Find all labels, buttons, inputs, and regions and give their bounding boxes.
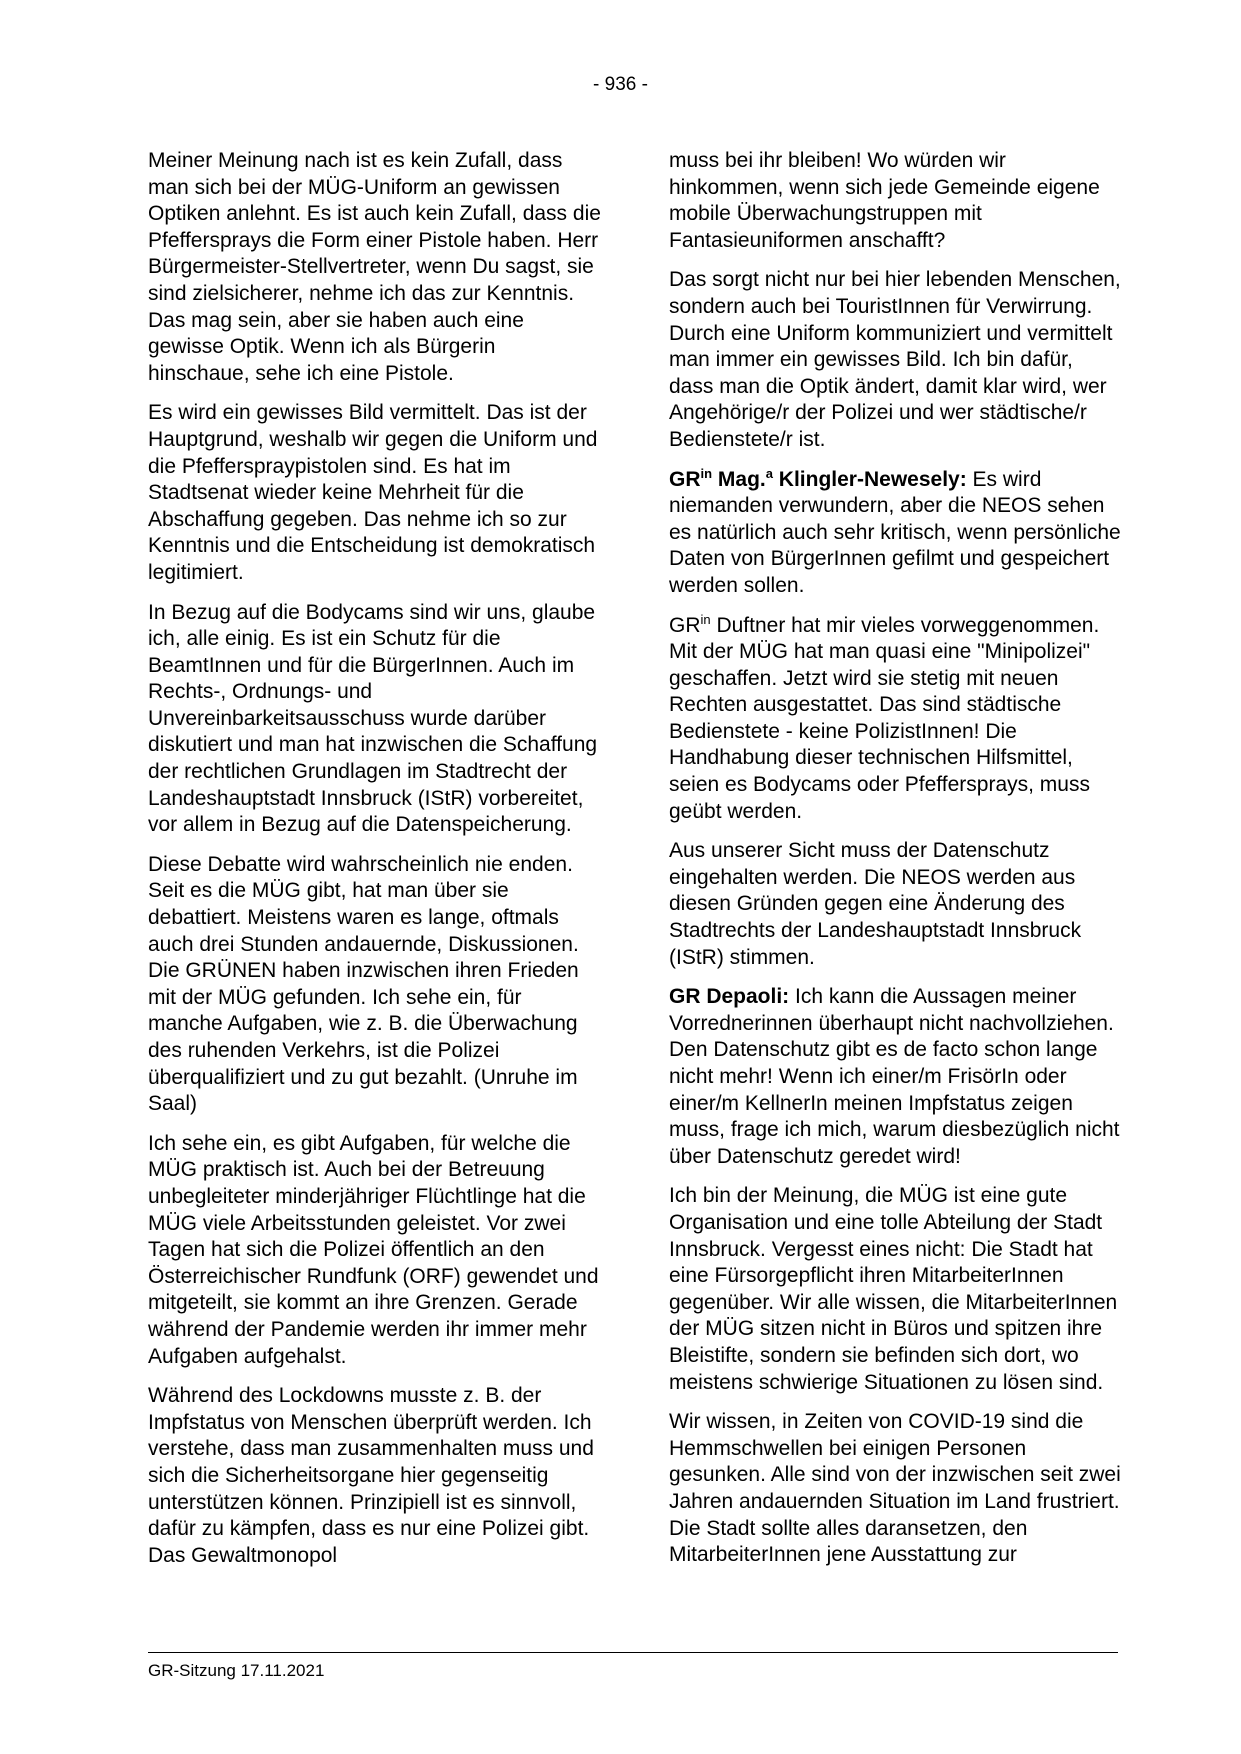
footer-divider bbox=[148, 1652, 1118, 1653]
speaker-name: GR Depaoli: bbox=[669, 985, 790, 1009]
speaker-title: GR bbox=[669, 467, 701, 491]
speech-klingler-newesely bbox=[669, 467, 1123, 600]
paragraph: muss bei ihr bleiben! Wo würden wir hinkommen, wenn sich jede Gemeinde eigene mobile Überwachungstruppen mit Fantasieuniformen anschafft? bbox=[669, 149, 1100, 252]
title-abbreviation: GR bbox=[669, 613, 701, 637]
paragraph: Es wird ein gewisses Bild vermittelt. Das ist der Hauptgrund, weshalb wir gegen die Uniform und die Pfefferspraypistolen sind. Es hat im Stadtsenat wieder keine Mehrheit für die Abschaffung gegeben. Das nehme ich so zur Kenntnis und die Entscheidung ist demokratisch legitimiert. bbox=[148, 401, 598, 584]
page-number: - 936 - bbox=[593, 74, 648, 95]
speech-text: Es wird niemanden verwundern, aber die NEOS sehen es natürlich auch sehr kritisch, wenn persönliche Daten von BürgerInnen gefilmt und gespeichert werden sollen. bbox=[669, 467, 1121, 597]
left-column bbox=[148, 148, 602, 1582]
paragraph bbox=[669, 613, 1123, 826]
speaker-degree-superscript: a bbox=[765, 465, 773, 481]
paragraph: Das sorgt nicht nur bei hier lebenden Menschen, sondern auch bei TouristInnen für Verwirrung. Durch eine Uniform kommuniziert und vermittelt man immer ein gewisses Bild. Ich bin dafür, dass man die Optik ändert, damit klar wird, wer Angehörige/r der Polizei und wer städtische/r Bedienstete/r ist. bbox=[669, 268, 1121, 451]
paragraph: Diese Debatte wird wahrscheinlich nie enden. Seit es die MÜG gibt, hat man über sie debattiert. Meistens waren es lange, oftmals auch drei Stunden andauernde, Diskussionen. Die GRÜNEN haben inzwischen ihren Frieden mit der MÜG gefunden. Ich sehe ein, für manche Aufgaben, wie z. B. die Überwachung des ruhenden Verkehrs, ist die Polizei überqualifiziert und zu gut bezahlt. (Unruhe im Saal) bbox=[148, 852, 579, 1116]
paragraph: Wir wissen, in Zeiten von COVID-19 sind die Hemmschwellen bei einigen Personen gesunken. Alle sind von der inzwischen seit zwei Jahren andauernden Situation im Land frustriert. Die Stadt sollte alles daransetzen, den MitarbeiterInnen jene Ausstattung zur bbox=[669, 1410, 1121, 1567]
speech-text: Ich kann die Aussagen meiner Vorrednerinnen überhaupt nicht nachvollziehen. Den Datenschutz gibt es de facto schon lange nicht mehr! Wenn ich einer/m FrisörIn oder einer/m KellnerIn meinen Impfstatus zeigen muss, frage ich mich, warum diesbezüglich nicht über Datenschutz geredet wird! bbox=[669, 985, 1120, 1168]
footer-session-date: GR-Sitzung 17.11.2021 bbox=[148, 1661, 325, 1680]
paragraph: Ich bin der Meinung, die MÜG ist eine gute Organisation und eine tolle Abteilung der Stadt Innsbruck. Vergesst eines nicht: Die Stadt hat eine Fürsorgepflicht ihren MitarbeiterInnen gegenüber. Wir alle wissen, die MitarbeiterInnen der MÜG sitzen nicht in Büros und spitzen ihre Bleistifte, sondern sie befinden sich dort, wo meistens schwierige Situationen zu lösen sind. bbox=[669, 1184, 1118, 1394]
speaker-degree: Mag. bbox=[712, 467, 766, 491]
speaker-surname: Klingler-Newesely: bbox=[772, 467, 967, 491]
paragraph-text: Duftner hat mir vieles vorweggenommen. Mit der MÜG hat man quasi eine "Minipolizei" geschaffen. Jetzt wird sie stetig mit neuen Rechten ausgestattet. Das sind städtische Bedienstete - keine PolizistInnen! Die Handhabung dieser technischen Hilfsmittel, seien es Bodycams oder Pfeffersprays, muss geübt werden. bbox=[669, 613, 1100, 823]
paragraph: Ich sehe ein, es gibt Aufgaben, für welche die MÜG praktisch ist. Auch bei der Betreuung unbegleiteter minderjähriger Flüchtlinge hat die MÜG viele Arbeitsstunden geleistet. Vor zwei Tagen hat sich die Polizei öffentlich an den Österreichischer Rundfunk (ORF) gewendet und mitgeteilt, sie kommt an ihre Grenzen. Gerade während der Pandemie werden ihr immer mehr Aufgaben aufgehalst. bbox=[148, 1131, 599, 1368]
speaker-name bbox=[669, 465, 967, 491]
speech-depaoli bbox=[669, 984, 1123, 1170]
right-column bbox=[669, 148, 1123, 1582]
title-superscript: in bbox=[700, 611, 711, 627]
paragraph: Meiner Meinung nach ist es kein Zufall, dass man sich bei der MÜG-Uniform an gewissen Optiken anlehnt. Es ist auch kein Zufall, dass die Pfeffersprays die Form einer Pistole haben. Herr Bürgermeister-Stellvertreter, wenn Du sagst, sie sind zielsicherer, nehme ich das zur Kenntnis. Das mag sein, aber sie haben auch eine gewisse Optik. Wenn ich als Bürgerin hinschaue, sehe ich eine Pistole. bbox=[148, 149, 601, 385]
speaker-title-superscript: in bbox=[700, 465, 713, 481]
paragraph: Aus unserer Sicht muss der Datenschutz eingehalten werden. Die NEOS werden aus diesen Gründen gegen eine Änderung des Stadtrechts der Landeshauptstadt Innsbruck (IStR) stimmen. bbox=[669, 839, 1082, 969]
paragraph: In Bezug auf die Bodycams sind wir uns, glaube ich, alle einig. Es ist ein Schutz für die BeamtInnen und für die BürgerInnen. Auch im Rechts-, Ordnungs- und Unvereinbarkeitsausschuss wurde darüber diskutiert und man hat inzwischen die Schaffung der rechtlichen Grundlagen im Stadtrecht der Landeshauptstadt Innsbruck (IStR) vorbereitet, vor allem in Bezug auf die Datenspeicherung. bbox=[148, 600, 598, 837]
paragraph: Während des Lockdowns musste z. B. der Impfstatus von Menschen überprüft werden. Ich verstehe, dass man zusammenhalten muss und sich die Sicherheitsorgane hier gegenseitig unterstützen können. Prinzipiell ist es sinnvoll, dafür zu kämpfen, dass es nur eine Polizei gibt. Das Gewaltmonopol bbox=[148, 1384, 594, 1567]
